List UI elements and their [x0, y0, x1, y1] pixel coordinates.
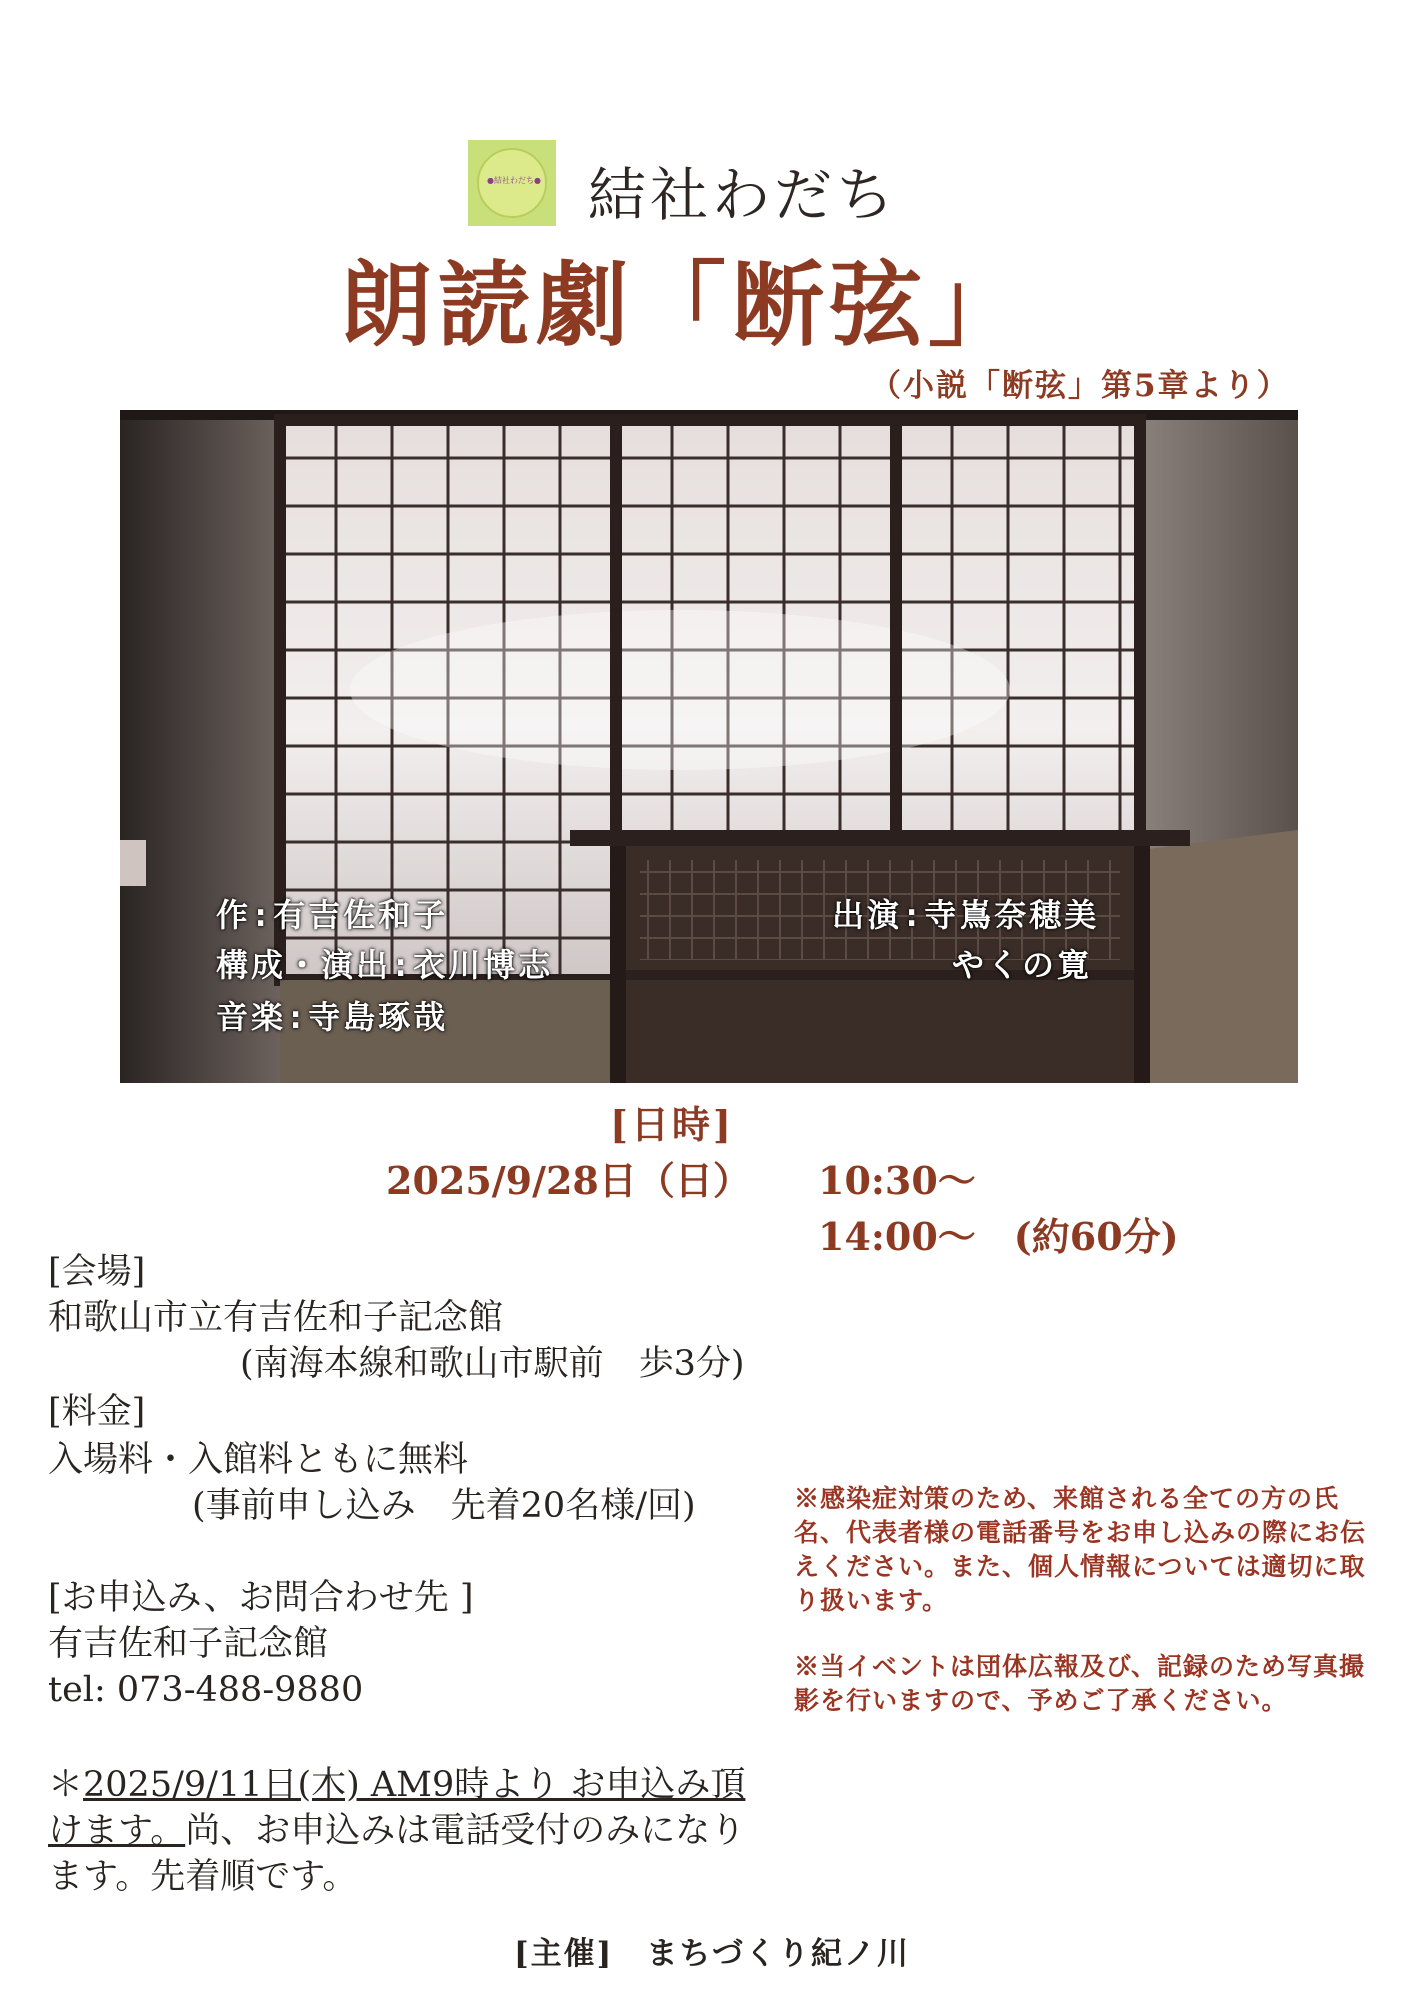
application-note: [48, 1762, 778, 1900]
subtitle: （小説「断弦」第5章より）: [870, 368, 1290, 404]
contact-name: 有吉佐和子記念館: [48, 1624, 329, 1664]
contact-tel[interactable]: tel: 073-488-9880: [48, 1670, 364, 1710]
venue-heading: [会場]: [48, 1252, 146, 1292]
fee-heading: [料金]: [48, 1392, 146, 1432]
application-prefix: ＊: [48, 1765, 84, 1805]
organization-name: 結社わだち: [588, 161, 899, 229]
shoji-room-photo: [120, 410, 1298, 1083]
contact-heading: [お申込み、お問合わせ先 ]: [48, 1578, 474, 1618]
credit-director: 構成・演出:衣川博志: [216, 946, 554, 984]
page-title: 朗読劇「断弦」: [340, 251, 1027, 359]
credit-music: 音楽:寺島琢哉: [216, 998, 449, 1036]
fee-text: 入場料・入館料ともに無料: [48, 1440, 469, 1480]
application-date: 2025/9/11日(木) AM9時より お申込み頂けます。: [48, 1765, 746, 1851]
logo-emblem: [477, 148, 547, 218]
venue-name: 和歌山市立有吉佐和子記念館: [48, 1298, 504, 1338]
host-organizer: [主催] まちづくり紀ノ川: [514, 1936, 911, 1972]
application-rest: 尚、お申込みは電話受付のみになります。先着順です。: [48, 1811, 746, 1897]
event-time-2: 14:00〜 (約60分): [818, 1214, 1179, 1259]
event-date: 2025/9/28日（日）: [386, 1158, 751, 1203]
fee-note: (事前申し込み 先着20名様/回): [192, 1486, 696, 1526]
credit-cast-2: やくの寛: [952, 946, 1093, 984]
schedule-heading: [日時]: [610, 1102, 734, 1147]
event-time-1: 10:30〜: [818, 1158, 976, 1203]
organization-logo: [468, 140, 556, 226]
credit-cast: 出演:寺嶌奈穂美: [832, 896, 1100, 934]
venue-access: (南海本線和歌山市駅前 歩3分): [240, 1344, 745, 1384]
credit-author: 作:有吉佐和子: [216, 896, 449, 934]
infection-notice: ※感染症対策のため、来館される全ての方の氏名、代表者様の電話番号をお申し込みの際にお伝えください。また、個人情報については適切に取り扱います。: [794, 1484, 1367, 1615]
photo-notice: ※当イベントは団体広報及び、記録のため写真撮影を行いますので、予めご了承ください。: [794, 1652, 1366, 1715]
logo-text: ●結社わだち●: [487, 176, 541, 185]
